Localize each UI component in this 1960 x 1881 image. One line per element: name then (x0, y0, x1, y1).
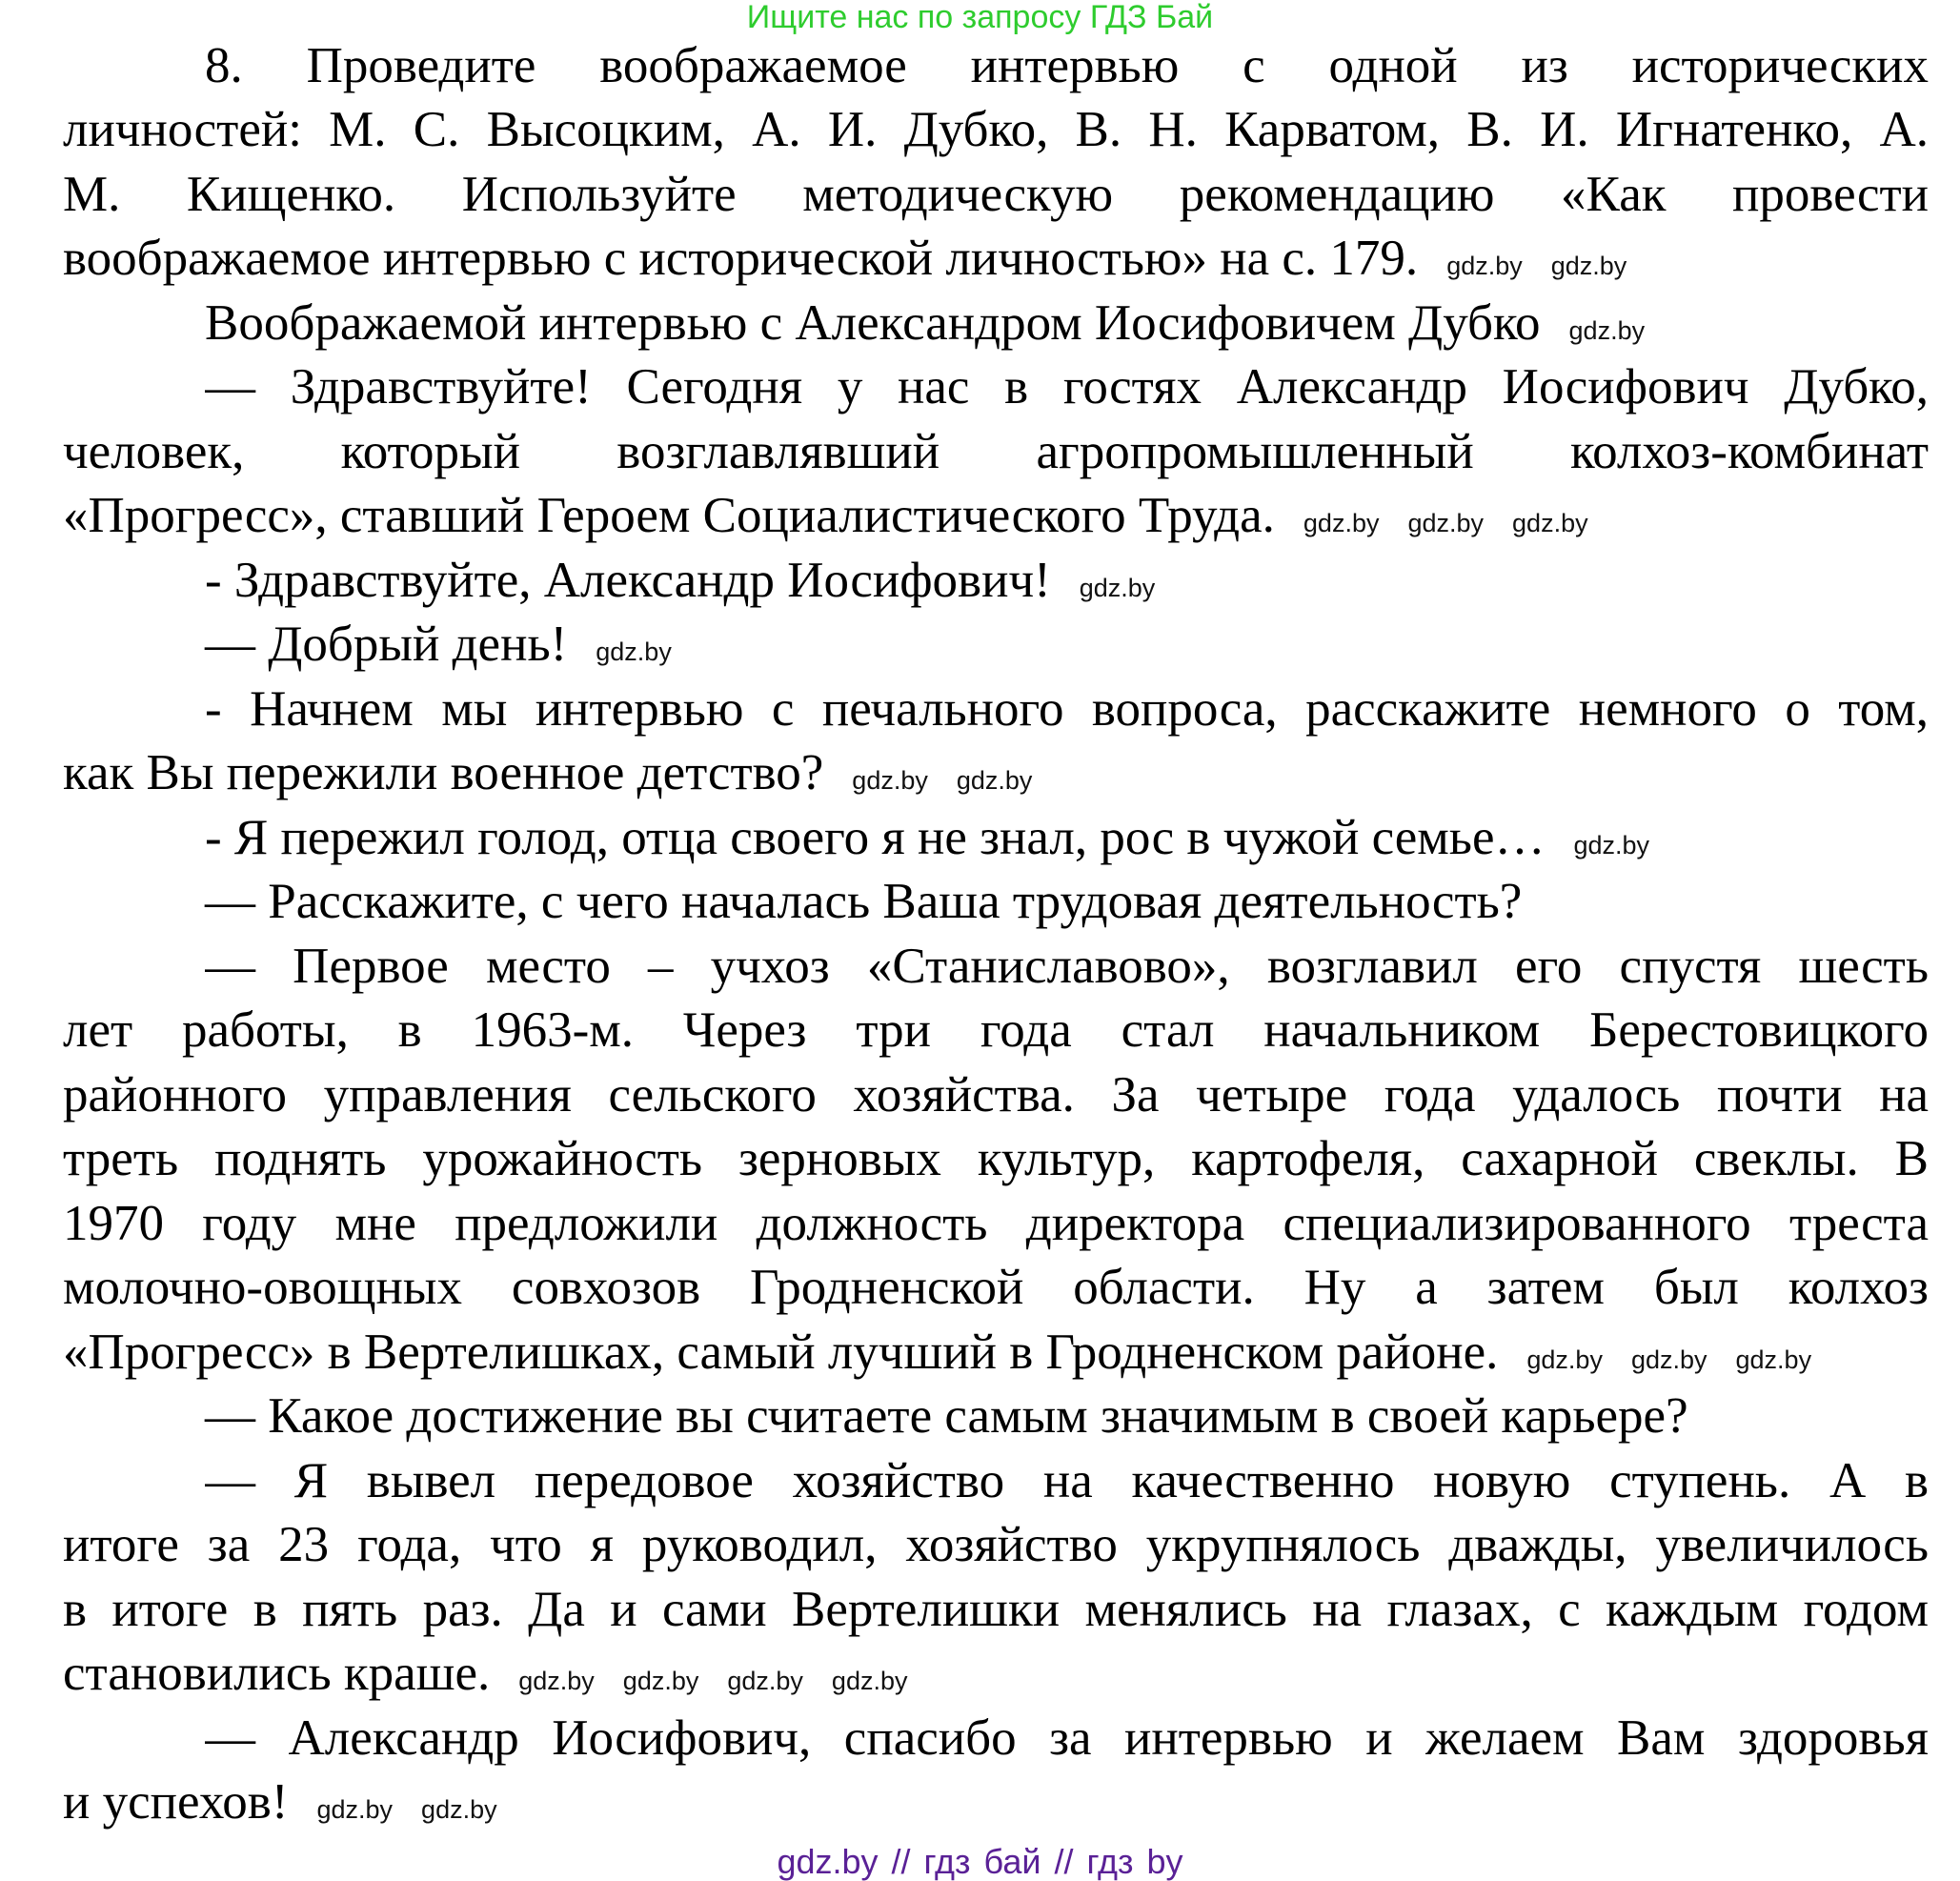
watermark: gdz.by (1079, 574, 1156, 602)
text-line: — Какое достижение вы считаете самым значимым в своей карьере? (205, 1388, 1688, 1444)
watermark: gdz.by (316, 1795, 394, 1824)
text-line-row (205, 807, 1649, 868)
text-line: - Здравствуйте, Александр Иосифович! (205, 553, 1051, 608)
text-line: итоге за 23 года, что я руководил, хозяйство укрупнялось дважды, увеличилось (63, 1517, 1929, 1572)
text-line: и успехов! (63, 1774, 289, 1830)
text-line: 8. Проведите воображаемое интервью с одной из исторических (205, 38, 1929, 93)
text-line: личностей: М. С. Высоцким, А. И. Дубко, В. Н. Карватом, В. И. Игнатенко, А. (63, 102, 1929, 157)
watermark: gdz.by (1573, 831, 1650, 860)
text-line: воображаемое интервью с исторической личностью» на с. 179. (63, 231, 1419, 286)
watermark: gdz.by (622, 1667, 699, 1695)
text-line: в итоге в пять раз. Да и сами Вертелишки менялись на глазах, с каждым годом (63, 1582, 1929, 1637)
text-line: как Вы пережили военное детство? (63, 745, 824, 800)
text-line: треть поднять урожайность зерновых культур, картофеля, сахарной свеклы. В (63, 1131, 1929, 1186)
watermark: gdz.by (831, 1667, 908, 1695)
text-line: 1970 году мне предложили должность директора специализированного треста (63, 1196, 1929, 1251)
watermark: gdz.by (727, 1667, 803, 1695)
watermark: gdz.by (956, 766, 1033, 795)
watermark: gdz.by (1550, 252, 1627, 280)
text-line-row (63, 1643, 907, 1704)
watermark: gdz.by (518, 1667, 595, 1695)
watermark: gdz.by (1568, 316, 1646, 345)
search-banner: Ищите нас по запросу ГДЗ Бай (746, 0, 1214, 35)
text-line-row (205, 550, 1155, 611)
watermark: gdz.by (421, 1795, 497, 1824)
watermark: gdz.by (1446, 252, 1523, 280)
interview-title: Воображаемой интервью с Александром Иосифовичем Дубко (205, 295, 1541, 351)
text-line: - Я пережил голод, отца своего я не знал, рос в чужой семье… (205, 810, 1546, 865)
text-line: «Прогресс», ставший Героем Социалистического Труда. (63, 488, 1275, 543)
text-line: М. Кищенко. Используйте методическую рекомендацию «Как провести (63, 167, 1929, 222)
text-line: становились краше. (63, 1646, 491, 1701)
text-line: — Добрый день! (205, 617, 568, 672)
interview-title-row (205, 293, 1645, 354)
footer-links: gdz.by // гдз бай // гдз by (777, 1842, 1183, 1881)
text-line: — Первое место – учхоз «Станиславово», возглавил его спустя шесть (205, 939, 1929, 994)
text-line-row (63, 228, 1627, 289)
text-line: - Начнем мы интервью с печального вопроса, расскажите немного о том, (205, 681, 1929, 737)
text-line: лет работы, в 1963-м. Через три года стал начальником Берестовицкого (63, 1002, 1929, 1058)
watermark: gdz.by (1526, 1345, 1603, 1374)
text-line: районного управления сельского хозяйства. За четыре года удалось почти на (63, 1067, 1929, 1123)
text-line: — Я вывел передовое хозяйство на качественно новую ступень. А в (205, 1453, 1929, 1508)
text-line-row (63, 742, 1032, 803)
text-line-row (63, 485, 1588, 546)
text-line-row (63, 1771, 497, 1832)
text-line: — Александр Иосифович, спасибо за интервью и желаем Вам здоровья (205, 1710, 1929, 1766)
text-line: молочно-овощных совхозов Гродненской области. Ну а затем был колхоз (63, 1260, 1929, 1315)
watermark: gdz.by (852, 766, 928, 795)
watermark: gdz.by (1303, 509, 1380, 537)
text-line-row (205, 614, 672, 675)
text-line: человек, который возглавлявший агропромышленный колхоз-комбинат (63, 424, 1929, 479)
text-line: «Прогресс» в Вертелишках, самый лучший в Гродненском районе. (63, 1325, 1499, 1380)
watermark: gdz.by (1735, 1345, 1812, 1374)
watermark: gdz.by (1407, 509, 1485, 537)
text-line: — Здравствуйте! Сегодня у нас в гостях Александр Иосифович Дубко, (205, 359, 1929, 415)
watermark: gdz.by (1512, 509, 1588, 537)
text-line: — Расскажите, с чего началась Ваша трудовая деятельность? (205, 874, 1523, 929)
watermark: gdz.by (596, 637, 672, 666)
watermark: gdz.by (1630, 1345, 1707, 1374)
text-line-row (63, 1322, 1811, 1383)
